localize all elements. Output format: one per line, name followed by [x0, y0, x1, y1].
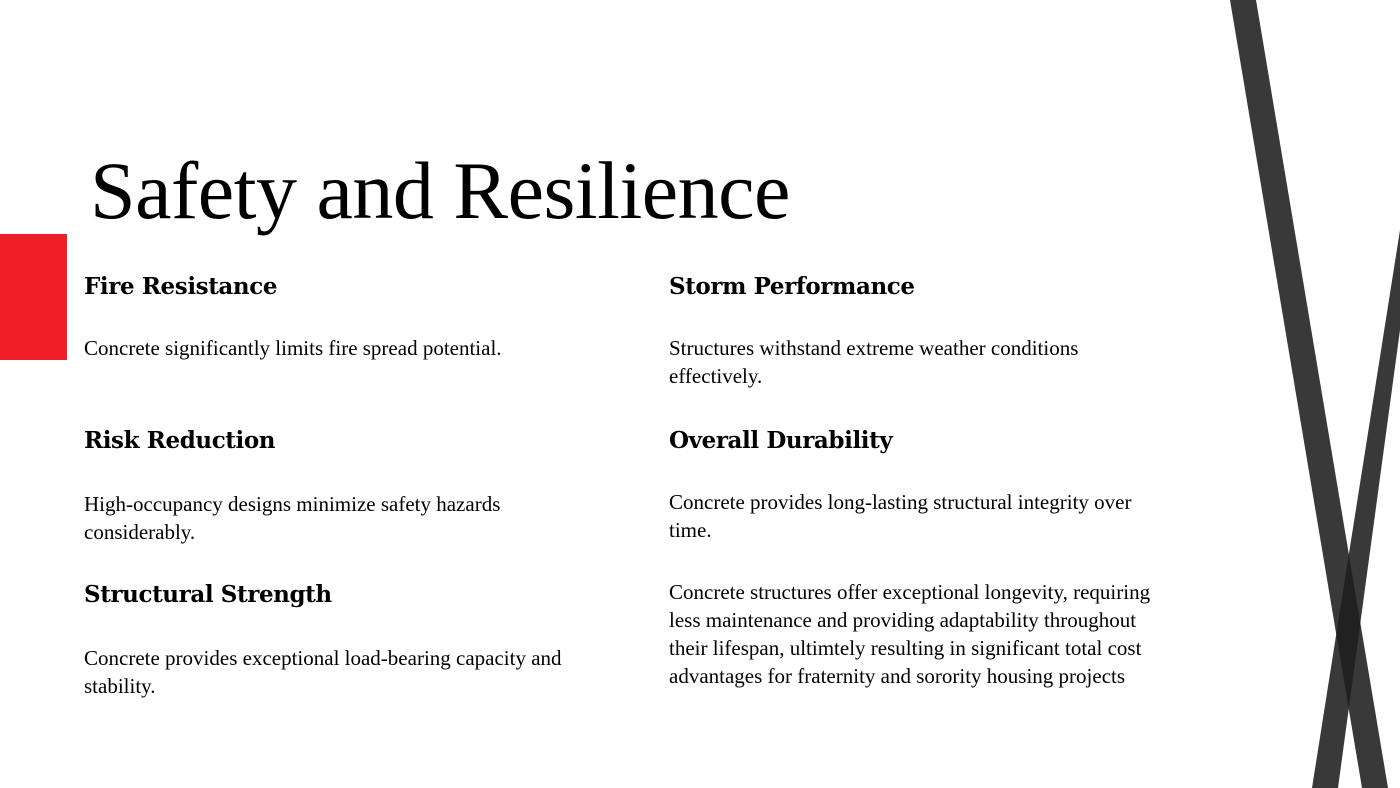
risk-reduction-text: High-occupancy designs minimize safety hazards considerably.: [84, 492, 501, 544]
storm-performance-text: Structures withstand extreme weather conditions effectively.: [669, 336, 1079, 388]
storm-performance-section: [669, 272, 1159, 388]
fire-resistance-section: [84, 272, 574, 360]
summary-paragraph: Concrete structures offer exceptional longevity, requiring less maintenance and providing adaptability throughout their lifespan, ultimtely resulting in significant total cost advantages for fraternity and sorority housing projects: [669, 580, 1151, 688]
structural-strength-heading: Structural Strength: [84, 581, 332, 608]
structural-strength-section: [84, 580, 574, 698]
diagonal-stripe-1: [1230, 0, 1388, 788]
storm-performance-heading: Storm Performance: [669, 273, 915, 300]
red-accent-bar: [0, 234, 67, 360]
risk-reduction-heading: Risk Reduction: [84, 427, 276, 454]
risk-reduction-section: [84, 426, 574, 544]
structural-strength-text: Concrete provides exceptional load-bearing capacity and stability.: [84, 646, 562, 698]
fire-resistance-heading: Fire Resistance: [84, 273, 278, 300]
slide-title: Safety and Resilience: [90, 145, 790, 236]
overall-durability-text: Concrete provides long-lasting structural integrity over time.: [669, 490, 1132, 542]
overall-durability-section: [669, 426, 1159, 542]
diagonal-stripe-2: [1312, 230, 1400, 788]
overall-durability-heading: Overall Durability: [669, 427, 893, 454]
fire-resistance-text: Concrete significantly limits fire spread potential.: [84, 336, 502, 360]
